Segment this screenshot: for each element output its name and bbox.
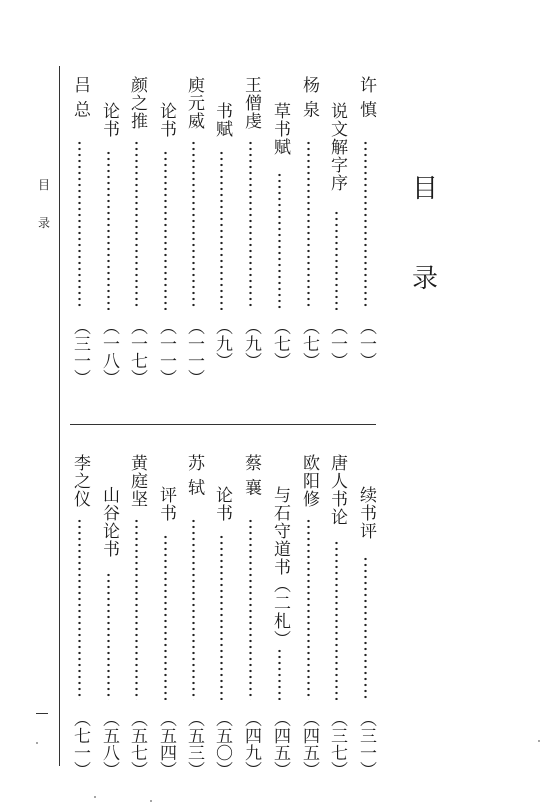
toc-entry[interactable]: 吕 总 xyxy=(70,76,90,119)
leader-dots xyxy=(107,150,110,310)
toc-page-number: （九） xyxy=(212,318,232,369)
toc-entry[interactable]: 唐人书论 xyxy=(327,454,347,526)
leader-dots xyxy=(220,534,223,700)
toc-page-number: （三一） xyxy=(70,318,90,386)
toc-page-number: （七） xyxy=(299,318,319,369)
toc-page-number: （五四） xyxy=(156,710,176,778)
toc-entry[interactable]: 许 慎 xyxy=(356,76,376,119)
scan-speck xyxy=(538,740,540,742)
toc-page-number: （五〇） xyxy=(212,710,232,778)
toc-page-number: （四九） xyxy=(241,710,261,778)
toc-page-number: （一八） xyxy=(99,318,119,386)
toc-entry[interactable]: 论书 xyxy=(156,102,176,138)
section-divider-rule xyxy=(70,424,376,425)
toc-entry[interactable]: 评书 xyxy=(156,486,176,522)
leader-dots xyxy=(78,140,81,308)
leader-dots xyxy=(192,518,195,700)
leader-dots xyxy=(249,518,252,700)
page-title-char-1: 目 xyxy=(412,174,439,204)
toc-entry[interactable]: 续书评 xyxy=(356,486,376,540)
leader-dots xyxy=(164,534,167,700)
page-title-char-2: 录 xyxy=(412,264,439,294)
toc-entry[interactable]: 王僧虔 xyxy=(241,76,261,130)
leader-dots xyxy=(135,140,138,308)
scan-speck xyxy=(150,800,152,802)
toc-entry[interactable]: 庾元威 xyxy=(184,76,204,130)
toc-page-number: （五七） xyxy=(127,710,147,778)
leader-dots xyxy=(278,648,281,700)
toc-page-number: （一七） xyxy=(127,318,147,386)
toc-page-number: （一） xyxy=(356,318,376,369)
toc-entry[interactable]: 论书 xyxy=(99,102,119,138)
running-head-char-1: 目 xyxy=(38,178,51,192)
toc-entry[interactable]: 欧阳修 xyxy=(299,454,319,508)
leader-dots xyxy=(335,210,338,310)
leader-dots xyxy=(220,150,223,310)
toc-page-number: （一一） xyxy=(184,318,204,386)
leader-dots xyxy=(364,140,367,308)
toc-entry[interactable]: 草书赋 xyxy=(270,102,290,156)
toc-entry[interactable]: 杨 泉 xyxy=(299,76,319,119)
leader-dots xyxy=(78,518,81,700)
leader-dots xyxy=(364,556,367,700)
scan-speck xyxy=(94,796,96,798)
toc-entry[interactable]: 书赋 xyxy=(212,102,232,138)
toc-page-number: （四五） xyxy=(299,710,319,778)
toc-page-number: （七一） xyxy=(70,710,90,778)
toc-entry[interactable]: 李之仪 xyxy=(70,454,90,508)
toc-entry[interactable]: 山谷论书 xyxy=(99,486,119,558)
left-border-rule xyxy=(59,66,60,766)
toc-page-number: （五三） xyxy=(184,710,204,778)
toc-page-number: （四五） xyxy=(270,710,290,778)
leader-dots xyxy=(192,140,195,308)
toc-page-number: （三一） xyxy=(356,710,376,778)
toc-page-number: （七） xyxy=(270,318,290,369)
toc-entry[interactable]: 颜之推 xyxy=(127,76,147,130)
toc-page-number: （九） xyxy=(241,318,261,369)
leader-dots xyxy=(249,140,252,308)
leader-dots xyxy=(307,140,310,308)
running-head-char-2: 录 xyxy=(38,216,51,230)
toc-page-number: （三七） xyxy=(327,710,347,778)
toc-page-number: （一） xyxy=(327,318,347,369)
leader-dots xyxy=(107,572,110,700)
folio-mark xyxy=(36,713,48,714)
leader-dots xyxy=(164,150,167,310)
leader-dots xyxy=(335,540,338,700)
toc-page-number: （一一） xyxy=(156,318,176,386)
toc-entry[interactable]: 说文解字序 xyxy=(327,102,347,192)
leader-dots xyxy=(307,518,310,700)
scan-speck xyxy=(36,742,38,744)
toc-entry[interactable]: 蔡 襄 xyxy=(241,454,261,497)
toc-entry[interactable]: 苏 轼 xyxy=(184,454,204,497)
toc-entry[interactable]: 与石守道书（二札） xyxy=(270,486,290,648)
toc-page-number: （五八） xyxy=(99,710,119,778)
leader-dots xyxy=(135,518,138,700)
toc-entry[interactable]: 黄庭坚 xyxy=(127,454,147,508)
leader-dots xyxy=(278,172,281,310)
toc-entry[interactable]: 论书 xyxy=(212,486,232,522)
